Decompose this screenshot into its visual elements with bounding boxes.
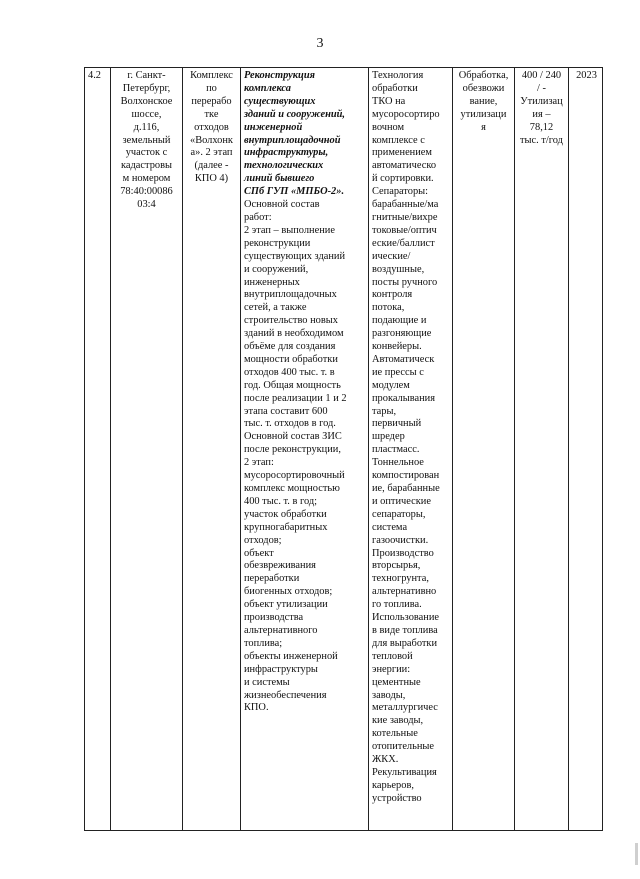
complex-name-line: тке [204,108,219,120]
technology-line: газоочистки. [372,534,429,546]
works-line: после реализации 1 и 2 [244,392,347,404]
complex-name-line: по [206,82,217,94]
technology-line: мусоросортиро [372,108,440,120]
year-cell [569,68,604,830]
works-line: год. Общая мощность [244,379,341,391]
works-line: внутриплощадочных [244,289,337,301]
technology-line: и оптические [372,495,431,507]
complex-name-cell [183,68,241,830]
works-line: объект [244,547,274,559]
works-line: 400 тыс. т. в год; [244,495,318,507]
technology-line: шредер [372,431,405,443]
technology-line: применением [372,147,432,159]
technology-line: токовые/оптич [372,224,437,236]
commissioning-year: 2023 [576,70,597,81]
works-line: тыс. т. отходов в год. [244,418,336,430]
technology-line: вторсырья, [372,560,421,572]
works-line: КПО. [244,702,269,714]
complex-name-line: Комплекс [190,70,233,81]
works-line: биогенных отходов; [244,586,333,598]
operation-line: Обработка, [458,70,509,81]
works-line: строительство новых [244,315,338,327]
works-line: жизнеобеспечения [244,689,327,701]
technology-line: пластмасс. [372,444,420,456]
works-line: 2 этап: [244,457,274,469]
technology-line: кие заводы, [372,715,424,727]
technology-line: подающие и [372,315,427,327]
technology-line: альтернативно [372,586,437,598]
capacity-line: ия – [532,108,551,120]
works-heading-line: существующих [244,95,316,107]
works-line: сетей, а также [244,302,307,314]
technology-line: первичный [372,418,422,430]
technology-line: для выработки [372,637,438,649]
technology-line: обработки [372,82,418,94]
register-table [84,67,603,831]
address-line: г. Санкт- [127,70,166,81]
technology-line: ие, барабанные [372,483,440,494]
address-line: м номером [122,173,171,185]
capacity-line: 400 / 240 [521,70,562,81]
technology-line: Тоннельное [372,457,424,469]
works-line: участок обработки [244,508,327,520]
technology-line: Производство [372,547,434,559]
works-description-cell [241,68,369,830]
works-line: переработки [244,573,300,585]
technology-line: еские/баллист [372,237,435,249]
technology-line: устройство [372,792,422,804]
works-heading-line: технологических [244,160,324,172]
row-index: 4.2 [88,70,101,81]
works-line: этапа составит 600 [244,405,328,417]
operation-line: обезвожи [462,82,505,94]
technology-line: отопительные [372,741,435,753]
technology-line: разгоняющие [372,328,432,340]
technology-line: техногрунта, [372,573,429,585]
works-line: Основной состав [244,199,320,211]
works-line: существующих зданий [244,250,346,262]
technology-line: тепловой [372,650,413,662]
works-heading-line: линий бывшего [244,173,315,185]
technology-line: сепараторы, [372,508,426,520]
works-line: инфраструктуры [244,663,318,675]
works-line: зданий в необходимом [244,328,344,340]
technology-line: цементные [372,676,421,688]
works-heading-line: Реконструкция [244,70,315,81]
capacity-line: / - [537,82,546,94]
technology-line: ЖКХ. [372,754,399,766]
operation-type-cell [453,68,515,830]
complex-name-line: отходов [194,121,229,133]
address-line: д.116, [133,121,160,133]
technology-line: котельные [372,728,418,740]
works-line: производства [244,612,304,624]
works-line: отходов; [244,534,282,546]
works-line: объект утилизации [244,599,328,611]
works-line: и сооружений, [244,263,309,275]
technology-line: тары, [372,405,397,417]
technology-line: заводы, [372,689,406,701]
complex-name-line: КПО 4) [194,173,229,185]
works-heading-line: инфраструктуры, [244,147,329,159]
technology-line: компостирован [372,470,440,482]
technology-line: контроля [372,289,413,301]
address-line: шоссе, [131,108,162,120]
technology-line: гнитные/вихре [372,211,438,223]
complex-name-line: (далее - [194,160,229,172]
complex-name-line: а». 2 этап [190,147,233,159]
complex-name-line: «Волхонк [190,134,233,146]
works-line: Основной состав ЗИС [244,431,342,443]
operation-line: утилизаци [460,108,507,120]
works-line: реконструкции [244,237,311,249]
works-line: работ: [244,211,272,223]
row-index-cell [85,68,111,830]
technology-line: барабанные/ма [372,199,439,211]
technology-line: посты ручного [372,276,438,288]
technology-line: прокалывания [372,392,435,404]
technology-line: воздушные, [372,263,425,275]
works-line: отходов 400 тыс. т. в [244,366,335,378]
technology-line: Автоматическ [372,353,435,365]
works-line: мусоросортировочный [244,470,345,482]
operation-line: вание, [469,95,498,107]
works-line: после реконструкции, [244,444,341,456]
works-line: объёме для создания [244,341,336,353]
address-line: кадастровы [121,160,172,172]
technology-line: карьеров, [372,779,414,791]
technology-line: ТКО на [372,95,406,107]
scan-edge-mark [635,843,638,865]
works-line: 2 этап – выполнение [244,224,335,236]
technology-line: Использование [372,612,440,624]
technology-line: й сортировки. [372,173,434,185]
works-line: топлива; [244,637,283,649]
technology-line: Технология [372,70,424,81]
address-line: 78:40:00086 [120,186,173,198]
complex-name-line: перерабо [191,95,232,107]
technology-line: комплексе с [372,134,425,146]
technology-line: энергии: [372,663,411,675]
works-line: мощности обработки [244,353,338,365]
operation-line: я [481,121,486,133]
capacity-line: Утилизац [520,95,563,107]
address-line: Петербург, [122,82,171,94]
works-line: объекты инженерной [244,650,338,662]
technology-line: вочном [372,121,405,133]
address-line: участок с [125,147,168,159]
works-line: комплекс мощностью [244,483,340,494]
technology-line: Рекультивация [372,766,437,778]
address-line: 03:4 [137,199,156,211]
technology-line: металлургичес [372,702,438,714]
technology-line: в виде топлива [372,624,438,636]
technology-line: го топлива. [372,599,422,611]
works-heading-line: внутриплощадочной [244,134,341,146]
works-line: обезвреживания [244,560,316,572]
capacity-cell [515,68,569,830]
technology-line: ие прессы с [372,366,424,378]
works-heading-line: комплекса [244,82,291,94]
technology-line: автоматическо [372,160,437,172]
technology-line: потока, [372,302,405,314]
technology-line: система [372,521,408,533]
works-line: инженерных [244,276,300,288]
technology-cell [369,68,453,830]
technology-line: ические/ [372,250,411,262]
address-cell [111,68,183,830]
works-heading-line: зданий и сооружений, [244,108,346,120]
works-line: и системы [244,676,290,688]
technology-line: Сепараторы: [372,186,429,198]
capacity-line: 78,12 [529,121,554,133]
capacity-line: тыс. т/год [520,134,563,146]
address-line: земельный [122,134,171,146]
technology-line: конвейеры. [372,341,422,353]
page-number: 3 [316,36,324,51]
works-line: альтернативного [244,624,318,636]
works-heading-line: инженерной [244,121,303,133]
works-line: крупногабаритных [244,521,328,533]
works-heading-line: СПб ГУП «МПБО-2». [244,186,345,198]
address-line: Волхонское [120,95,173,107]
technology-line: модулем [372,379,410,391]
